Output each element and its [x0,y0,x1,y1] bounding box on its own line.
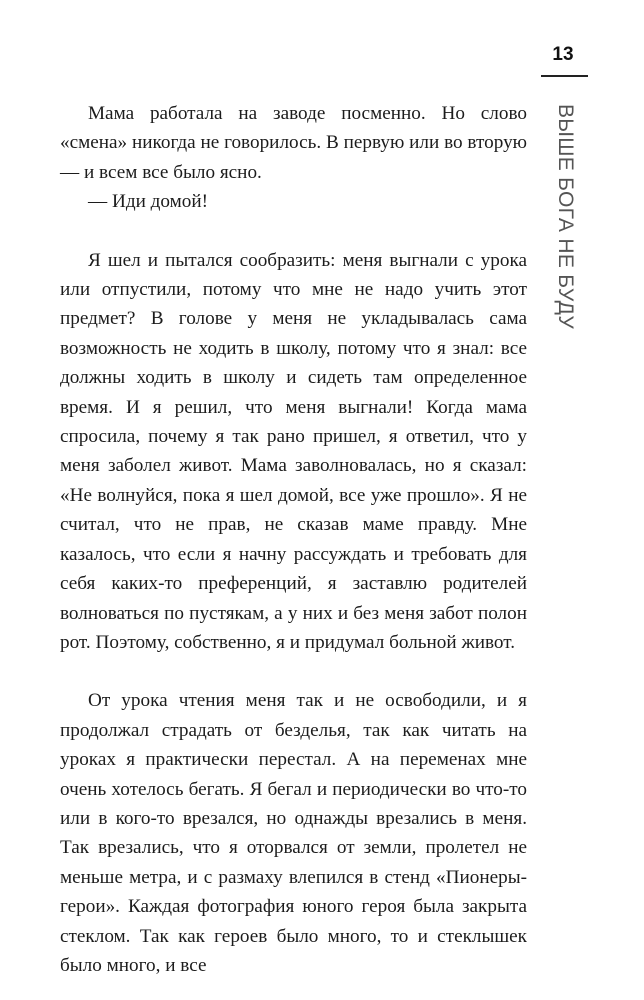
paragraph-gap [60,657,527,686]
paragraph: От урока чтения меня так и не освободили, и я продолжал страдать от безделья, так как читать на уроках я практически перестал. А на переменах мне очень хотелось бегать. Я бегал и периодически во что-то или в кого-то врезался, но однажды врезались в меня. Так врезались, что я оторвался от земли, пролетел не меньше метра, и с размаху влепился в стенд «Пионеры-герои». Каждая фотография юного героя была закрыта стеклом. Так как героев было много, то и стеклышек было много, и все [60,690,527,976]
paragraph-dialogue: — Иди домой! [88,191,209,213]
page-number-underline [541,75,588,77]
running-title: ВЫШЕ БОГА НЕ БУДУ [554,104,577,329]
paragraph: Мама работала на заводе посменно. Но слово «смена» никогда не говорилось. В первую или во вторую — и всем все было ясно. [60,103,527,183]
paragraph: Я шел и пытался сообразить: меня выгнали с урока или отпустили, потому что мне не надо учить этот предмет? В голове у меня не укладывалась сама возможность не ходить в школу, потому что я знал: все должны ходить в школу и сидеть там определенное время. И я решил, что меня выгнали! Когда мама спросила, почему я так рано пришел, я ответил, что у меня заболел живот. Мама заволновалась, но я сказал: «Не волнуйся, пока я шел домой, все уже прошло». Я не считал, что не прав, не сказав маме правду. Мне казалось, что если я начну рассуждать и требовать для себя каких-то преференций, я заставлю родителей волноваться по пустякам, а у них и без меня забот полон рот. Поэтому, собственно, я и придумал больной живот. [60,249,527,653]
body-text [60,99,527,980]
paragraph-gap [60,217,527,246]
page-number: 13 [552,44,574,65]
